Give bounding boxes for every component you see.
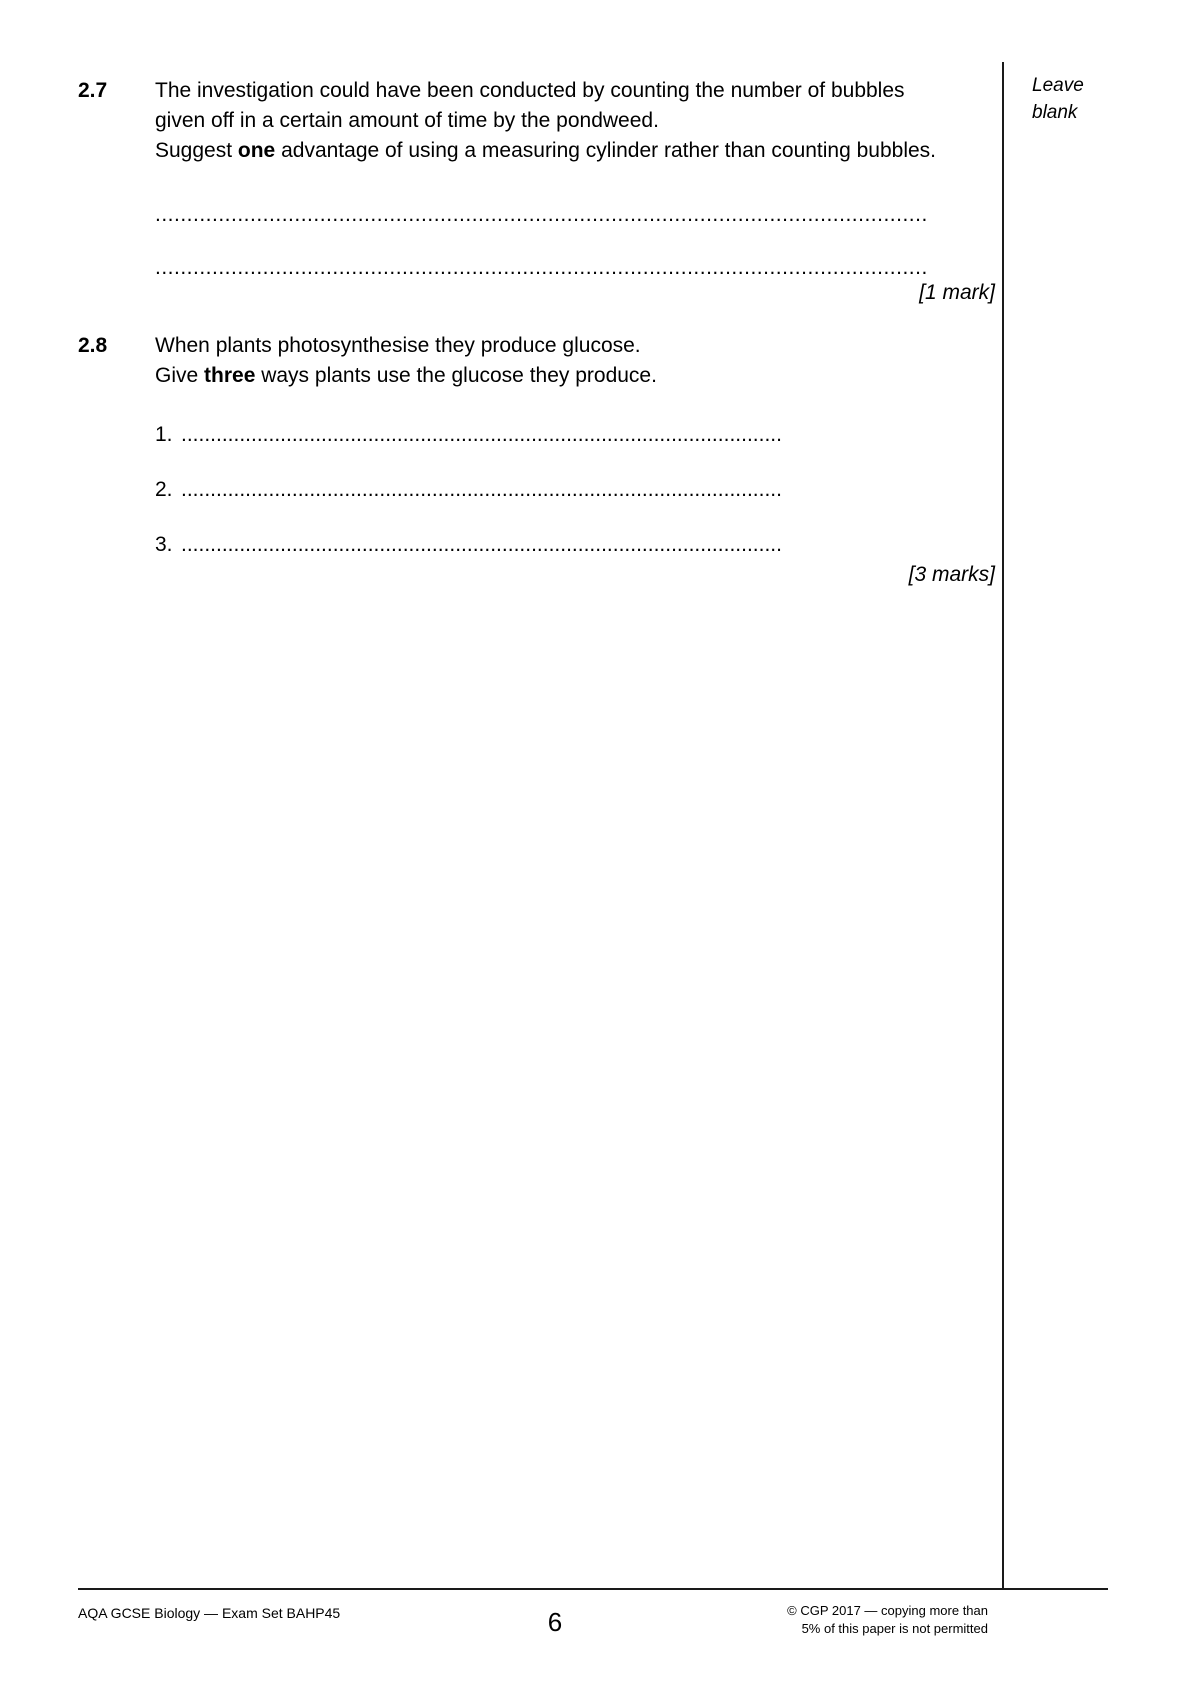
- answer-line-2-8-2-dots: .......................................................................................................: [181, 479, 782, 501]
- question-2-8-number: 2.8: [78, 334, 108, 357]
- answer-line-2-8-2-label: 2.: [155, 479, 173, 501]
- question-2-8-line-2-post: ways plants use the glucose they produce.: [255, 364, 657, 387]
- question-2-8-line-2-emphasis: three: [204, 364, 256, 387]
- question-2-7-line-3: [155, 136, 995, 166]
- answer-line-2-7-1[interactable]: ..........................................................................................................................: [155, 205, 928, 225]
- question-2-7-line-2: given off in a certain amount of time by the pondweed.: [155, 109, 659, 132]
- footer-copyright: [787, 1602, 988, 1638]
- answer-line-2-8-3-label: 3.: [155, 534, 173, 556]
- question-2-8-line-1: When plants photosynthesise they produce glucose.: [155, 334, 641, 357]
- question-2-7-line-3-emphasis: one: [237, 139, 276, 162]
- footer-divider: [78, 1588, 1108, 1590]
- marks-2-8: [3 marks]: [908, 563, 995, 586]
- answer-line-2-8-3[interactable]: [155, 534, 995, 556]
- answer-line-2-8-1[interactable]: [155, 424, 995, 446]
- question-2-7-line-3-pre: Suggest: [155, 139, 238, 162]
- answer-line-2-8-1-dots: .......................................................................................................: [181, 424, 782, 446]
- footer-copyright-line-1: © CGP 2017 — copying more than: [787, 1603, 988, 1618]
- footer-page-number: 6: [547, 1607, 563, 1637]
- leave-blank-note: [1032, 72, 1152, 126]
- question-2-7-line-1: The investigation could have been conducted by counting the number of bubbles: [155, 79, 905, 102]
- answer-line-2-8-3-dots: .......................................................................................................: [181, 534, 782, 556]
- question-2-8-text: [155, 331, 995, 391]
- question-2-8-line-2-pre: Give: [155, 364, 205, 387]
- footer-exam-reference: AQA GCSE Biology — Exam Set BAHP45: [78, 1605, 341, 1621]
- leave-blank-margin-rule: [1002, 62, 1004, 1588]
- answer-line-2-7-2[interactable]: ..........................................................................................................................: [155, 258, 928, 278]
- answer-line-2-8-2[interactable]: [155, 479, 995, 501]
- leave-blank-line-1: Leave: [1032, 75, 1084, 96]
- question-2-7-text: [155, 76, 995, 166]
- answer-line-2-8-1-label: 1.: [155, 424, 173, 446]
- question-2-7-line-3-post: advantage of using a measuring cylinder rather than counting bubbles.: [275, 139, 937, 162]
- footer-copyright-line-2: 5% of this paper is not permitted: [801, 1621, 988, 1636]
- question-2-7-number: 2.7: [78, 79, 108, 102]
- marks-2-7: [1 mark]: [919, 281, 995, 304]
- question-2-8-line-2: [155, 361, 995, 391]
- page-footer: [0, 1598, 1200, 1658]
- leave-blank-line-2: blank: [1032, 102, 1078, 123]
